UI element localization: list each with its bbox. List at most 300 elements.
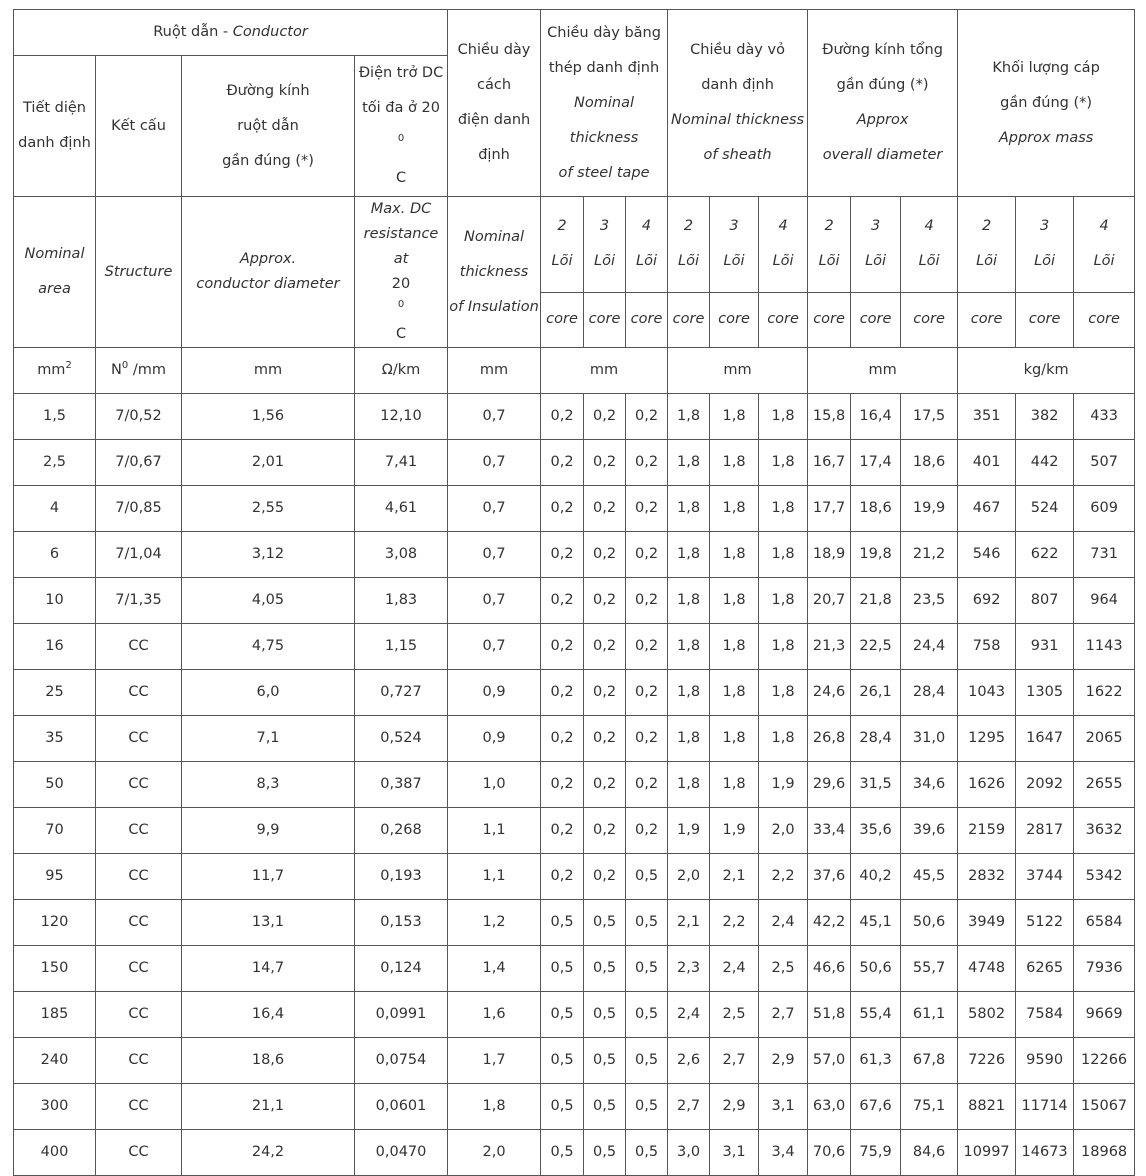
cell-structure: 7/0,67: [96, 440, 182, 486]
cell-structure: CC: [96, 1130, 182, 1176]
insulation-en-line: of Insulation: [449, 298, 539, 315]
cell-sheath-4: 2,4: [759, 900, 808, 946]
unit-structure-pre: N: [111, 362, 122, 378]
cell-diameter: 11,7: [182, 854, 355, 900]
loi-label: Lõi: [636, 253, 658, 270]
cell-overall-3: 17,4: [851, 440, 901, 486]
cell-mass-2: 5802: [958, 992, 1016, 1038]
loi-label: Lõi: [1034, 253, 1056, 270]
core-label: core: [1074, 292, 1135, 347]
cell-steel-4: 0,2: [626, 532, 668, 578]
cell-overall-3: 45,1: [851, 900, 901, 946]
table-row: [14, 946, 1135, 992]
diameter-header-en: [182, 197, 355, 348]
diameter-vi-line: ruột dẫn: [237, 117, 299, 134]
cell-mass-4: 7936: [1074, 946, 1135, 992]
cell-overall-2: 20,7: [808, 578, 851, 624]
resistance-en-line: [355, 272, 447, 347]
cell-overall-2: 21,3: [808, 624, 851, 670]
cell-steel-3: 0,2: [584, 394, 626, 440]
cell-structure: CC: [96, 992, 182, 1038]
cell-overall-3: 35,6: [851, 808, 901, 854]
cell-structure: 7/0,85: [96, 486, 182, 532]
cell-steel-3: 0,5: [584, 946, 626, 992]
insulation-vi-line: cách: [477, 77, 512, 93]
unit-diameter: mm: [182, 348, 355, 394]
cell-steel-4: 0,2: [626, 624, 668, 670]
cell-insulation: 1,4: [448, 946, 541, 992]
cell-overall-4: 21,2: [901, 532, 958, 578]
cell-diameter: 4,75: [182, 624, 355, 670]
cell-structure: CC: [96, 716, 182, 762]
cell-overall-2: 29,6: [808, 762, 851, 808]
cell-sheath-4: 1,9: [759, 762, 808, 808]
cell-resistance: 12,10: [355, 394, 448, 440]
steel-en-line: Nominal thickness: [569, 94, 639, 146]
cell-steel-4: 0,5: [626, 1038, 668, 1084]
cell-area: 400: [14, 1130, 96, 1176]
core-count: 2: [557, 218, 567, 235]
cell-insulation: 0,7: [448, 624, 541, 670]
cell-overall-3: 21,8: [851, 578, 901, 624]
cell-structure: CC: [96, 900, 182, 946]
cell-sheath-4: 1,8: [759, 578, 808, 624]
cell-overall-3: 75,9: [851, 1130, 901, 1176]
cell-overall-3: 18,6: [851, 486, 901, 532]
cell-area: 50: [14, 762, 96, 808]
sheath-en-line: Nominal thickness: [671, 112, 805, 128]
area-en-line: Nominal: [24, 246, 85, 262]
cell-mass-3: 9590: [1016, 1038, 1074, 1084]
cell-diameter: 18,6: [182, 1038, 355, 1084]
loi-label: Lõi: [865, 253, 887, 270]
cell-insulation: 0,7: [448, 486, 541, 532]
area-vi-line: danh định: [18, 135, 91, 151]
table-row: [14, 992, 1135, 1038]
unit-area-sup: 2: [65, 360, 72, 372]
conductor-group-header: [14, 10, 448, 56]
cell-structure: CC: [96, 670, 182, 716]
core-label: core: [901, 292, 958, 347]
cell-insulation: 2,0: [448, 1130, 541, 1176]
steel-vi-line: Chiều dày băng: [547, 24, 661, 41]
cell-diameter: 2,01: [182, 440, 355, 486]
cell-mass-2: 1295: [958, 716, 1016, 762]
cell-overall-3: 50,6: [851, 946, 901, 992]
cell-mass-2: 758: [958, 624, 1016, 670]
cell-sheath-3: 2,5: [710, 992, 759, 1038]
loi-label: Lõi: [1093, 253, 1115, 270]
cell-steel-2: 0,2: [541, 394, 584, 440]
cell-insulation: 1,8: [448, 1084, 541, 1130]
cell-overall-2: 57,0: [808, 1038, 851, 1084]
insulation-header-vi: [448, 10, 541, 197]
cell-sheath-4: 3,1: [759, 1084, 808, 1130]
cell-resistance: 0,727: [355, 670, 448, 716]
core-count: 3: [870, 218, 881, 235]
unit-resistance: Ω/km: [355, 348, 448, 394]
cell-resistance: 0,0754: [355, 1038, 448, 1084]
cell-area: 150: [14, 946, 96, 992]
cell-sheath-3: 1,8: [710, 716, 759, 762]
cell-steel-2: 0,2: [541, 854, 584, 900]
sheath-header: [668, 10, 808, 197]
cell-resistance: 7,41: [355, 440, 448, 486]
cell-steel-3: 0,5: [584, 992, 626, 1038]
cell-steel-3: 0,2: [584, 716, 626, 762]
cell-sheath-4: 2,5: [759, 946, 808, 992]
resistance-vi-pre: tối đa ở 20: [362, 100, 440, 116]
mass-4-core-header: [1074, 197, 1135, 293]
insulation-vi-line: điện danh: [457, 112, 531, 128]
cell-insulation: 0,9: [448, 716, 541, 762]
cell-sheath-2: 1,8: [668, 624, 710, 670]
cell-area: 70: [14, 808, 96, 854]
cell-diameter: 7,1: [182, 716, 355, 762]
cell-resistance: 0,193: [355, 854, 448, 900]
area-en-line: area: [38, 281, 71, 297]
overall-4-core-header: [901, 197, 958, 293]
cell-mass-3: 1305: [1016, 670, 1074, 716]
mass-3-core-header: [1016, 197, 1074, 293]
cell-sheath-4: 2,0: [759, 808, 808, 854]
cell-steel-2: 0,2: [541, 440, 584, 486]
cell-steel-2: 0,5: [541, 946, 584, 992]
cell-sheath-3: 2,2: [710, 900, 759, 946]
cell-mass-4: 9669: [1074, 992, 1135, 1038]
cell-mass-2: 2832: [958, 854, 1016, 900]
degree-superscript: 0: [397, 299, 405, 311]
cell-mass-2: 546: [958, 532, 1016, 578]
cell-overall-2: 17,7: [808, 486, 851, 532]
cell-structure: 7/1,35: [96, 578, 182, 624]
cell-steel-2: 0,5: [541, 1130, 584, 1176]
resistance-en-pre: 20: [391, 276, 411, 292]
cell-sheath-4: 1,8: [759, 394, 808, 440]
cell-steel-4: 0,5: [626, 946, 668, 992]
cell-overall-4: 84,6: [901, 1130, 958, 1176]
cell-mass-4: 5342: [1074, 854, 1135, 900]
cell-sheath-2: 1,8: [668, 716, 710, 762]
cell-area: 25: [14, 670, 96, 716]
cell-mass-3: 2817: [1016, 808, 1074, 854]
cell-mass-3: 442: [1016, 440, 1074, 486]
cell-overall-4: 28,4: [901, 670, 958, 716]
unit-area: [14, 348, 96, 394]
cell-area: 4: [14, 486, 96, 532]
table-row: [14, 900, 1135, 946]
cell-resistance: 0,0470: [355, 1130, 448, 1176]
cell-mass-2: 4748: [958, 946, 1016, 992]
core-label: core: [958, 292, 1016, 347]
cell-overall-2: 42,2: [808, 900, 851, 946]
cell-diameter: 9,9: [182, 808, 355, 854]
loi-label: Lõi: [772, 253, 794, 270]
cell-sheath-3: 1,8: [710, 532, 759, 578]
core-label: core: [584, 292, 626, 347]
cell-steel-4: 0,2: [626, 716, 668, 762]
cell-mass-3: 14673: [1016, 1130, 1074, 1176]
cell-resistance: 0,524: [355, 716, 448, 762]
cell-structure: CC: [96, 762, 182, 808]
cell-structure: 7/0,52: [96, 394, 182, 440]
cell-steel-4: 0,2: [626, 394, 668, 440]
insulation-en-line: thickness: [459, 263, 529, 280]
cell-resistance: 0,0601: [355, 1084, 448, 1130]
cell-insulation: 1,1: [448, 854, 541, 900]
cell-mass-3: 6265: [1016, 946, 1074, 992]
cell-overall-2: 33,4: [808, 808, 851, 854]
cell-sheath-2: 2,3: [668, 946, 710, 992]
cell-area: 1,5: [14, 394, 96, 440]
overall-en-line: Approx: [856, 112, 909, 128]
cell-sheath-2: 2,6: [668, 1038, 710, 1084]
conductor-en: Conductor: [232, 24, 308, 40]
core-count: 4: [1099, 218, 1109, 235]
cell-sheath-3: 1,8: [710, 440, 759, 486]
cell-steel-3: 0,2: [584, 762, 626, 808]
cell-diameter: 8,3: [182, 762, 355, 808]
cell-overall-4: 67,8: [901, 1038, 958, 1084]
resistance-header-vi: [355, 56, 448, 197]
sheath-en-line: of sheath: [703, 147, 772, 163]
cell-overall-3: 22,5: [851, 624, 901, 670]
cell-area: 2,5: [14, 440, 96, 486]
cell-resistance: 0,387: [355, 762, 448, 808]
core-label: core: [541, 292, 584, 347]
cell-area: 95: [14, 854, 96, 900]
cell-steel-2: 0,2: [541, 624, 584, 670]
loi-label: Lõi: [818, 253, 840, 270]
table-row: [14, 1084, 1135, 1130]
cell-sheath-3: 2,9: [710, 1084, 759, 1130]
insulation-header-en: [448, 197, 541, 348]
cell-sheath-3: 2,7: [710, 1038, 759, 1084]
table-row: [14, 716, 1135, 762]
cell-sheath-4: 1,8: [759, 440, 808, 486]
loi-label: Lõi: [976, 253, 998, 270]
steel-3-core-header: [584, 197, 626, 293]
structure-header-en: Structure: [96, 197, 182, 348]
area-header-en: [14, 197, 96, 348]
cell-steel-3: 0,2: [584, 440, 626, 486]
cell-steel-4: 0,5: [626, 992, 668, 1038]
cell-overall-2: 63,0: [808, 1084, 851, 1130]
core-label: core: [626, 292, 668, 347]
cell-steel-3: 0,2: [584, 808, 626, 854]
core-label: core: [808, 292, 851, 347]
cell-sheath-3: 1,8: [710, 578, 759, 624]
cell-mass-4: 433: [1074, 394, 1135, 440]
cell-diameter: 14,7: [182, 946, 355, 992]
cell-resistance: 0,153: [355, 900, 448, 946]
cell-mass-3: 524: [1016, 486, 1074, 532]
cell-overall-3: 19,8: [851, 532, 901, 578]
cell-mass-3: 1647: [1016, 716, 1074, 762]
cell-overall-4: 61,1: [901, 992, 958, 1038]
cell-mass-4: 507: [1074, 440, 1135, 486]
unit-structure-post: /mm: [128, 362, 166, 378]
cell-sheath-2: 3,0: [668, 1130, 710, 1176]
cell-sheath-2: 2,1: [668, 900, 710, 946]
cell-overall-3: 31,5: [851, 762, 901, 808]
cell-mass-2: 3949: [958, 900, 1016, 946]
cell-steel-4: 0,5: [626, 854, 668, 900]
cell-steel-2: 0,5: [541, 900, 584, 946]
cell-steel-3: 0,2: [584, 854, 626, 900]
cell-diameter: 24,2: [182, 1130, 355, 1176]
cell-steel-3: 0,2: [584, 486, 626, 532]
cell-sheath-3: 1,8: [710, 486, 759, 532]
cell-mass-2: 2159: [958, 808, 1016, 854]
cell-steel-2: 0,5: [541, 1038, 584, 1084]
cell-steel-3: 0,2: [584, 578, 626, 624]
unit-sheath: mm: [668, 348, 808, 394]
cell-mass-3: 931: [1016, 624, 1074, 670]
cell-overall-4: 55,7: [901, 946, 958, 992]
cell-steel-3: 0,5: [584, 1084, 626, 1130]
table-row: [14, 762, 1135, 808]
cell-steel-3: 0,5: [584, 1130, 626, 1176]
resistance-en-post: C: [395, 326, 407, 342]
degree-superscript: 0: [397, 133, 405, 145]
unit-structure-sup: 0: [121, 360, 129, 372]
core-label: core: [668, 292, 710, 347]
cell-steel-2: 0,2: [541, 670, 584, 716]
cell-diameter: 4,05: [182, 578, 355, 624]
sheath-2-core-header: [668, 197, 710, 293]
core-count: 3: [599, 218, 610, 235]
cell-insulation: 1,2: [448, 900, 541, 946]
cell-area: 300: [14, 1084, 96, 1130]
table-row: [14, 670, 1135, 716]
cell-mass-3: 622: [1016, 532, 1074, 578]
cell-overall-3: 55,4: [851, 992, 901, 1038]
steel-2-core-header: [541, 197, 584, 293]
core-count: 2: [683, 218, 694, 235]
cell-steel-2: 0,2: [541, 716, 584, 762]
mass-vi-line: Khối lượng cáp: [992, 59, 1100, 76]
cell-sheath-2: 2,4: [668, 992, 710, 1038]
cell-mass-4: 15067: [1074, 1084, 1135, 1130]
cell-mass-2: 1626: [958, 762, 1016, 808]
cell-overall-3: 61,3: [851, 1038, 901, 1084]
cell-mass-2: 10997: [958, 1130, 1016, 1176]
resistance-vi-post: C: [395, 170, 407, 186]
cell-sheath-4: 1,8: [759, 532, 808, 578]
cell-steel-4: 0,2: [626, 762, 668, 808]
cell-mass-4: 18968: [1074, 1130, 1135, 1176]
diameter-vi-line: gần đúng (*): [222, 152, 314, 169]
cell-mass-4: 609: [1074, 486, 1135, 532]
core-count: 4: [924, 218, 934, 235]
cell-steel-2: 0,5: [541, 1084, 584, 1130]
cell-steel-3: 0,5: [584, 1038, 626, 1084]
cell-sheath-4: 2,7: [759, 992, 808, 1038]
resistance-en-line: Max. DC: [370, 201, 432, 217]
cell-mass-3: 807: [1016, 578, 1074, 624]
steel-tape-header: [541, 10, 668, 197]
sheath-vi-line: Chiều dày vỏ: [690, 42, 785, 58]
cell-insulation: 0,7: [448, 578, 541, 624]
cell-resistance: 0,268: [355, 808, 448, 854]
cell-steel-4: 0,5: [626, 900, 668, 946]
cell-overall-4: 31,0: [901, 716, 958, 762]
cell-insulation: 1,0: [448, 762, 541, 808]
cell-sheath-4: 1,8: [759, 670, 808, 716]
cell-steel-4: 0,5: [626, 1130, 668, 1176]
overall-en-line: overall diameter: [822, 147, 943, 163]
cell-mass-4: 731: [1074, 532, 1135, 578]
table-body: [14, 394, 1135, 1176]
cell-sheath-4: 3,4: [759, 1130, 808, 1176]
cell-sheath-4: 2,9: [759, 1038, 808, 1084]
cell-steel-4: 0,2: [626, 670, 668, 716]
core-count: 2: [981, 218, 992, 235]
cell-overall-2: 15,8: [808, 394, 851, 440]
cell-overall-2: 18,9: [808, 532, 851, 578]
cell-overall-4: 39,6: [901, 808, 958, 854]
core-count: 3: [1039, 218, 1050, 235]
cell-sheath-2: 1,8: [668, 670, 710, 716]
cell-sheath-2: 2,0: [668, 854, 710, 900]
cell-steel-2: 0,2: [541, 486, 584, 532]
cell-insulation: 1,6: [448, 992, 541, 1038]
cell-area: 10: [14, 578, 96, 624]
cell-steel-3: 0,5: [584, 900, 626, 946]
diameter-en-line: Approx.: [239, 251, 297, 267]
cell-overall-4: 24,4: [901, 624, 958, 670]
table-row: [14, 808, 1135, 854]
cell-overall-3: 28,4: [851, 716, 901, 762]
loi-label: Lõi: [918, 253, 940, 270]
cell-insulation: 0,9: [448, 670, 541, 716]
table-row: [14, 440, 1135, 486]
cell-sheath-3: 1,8: [710, 762, 759, 808]
cell-overall-2: 16,7: [808, 440, 851, 486]
area-header-vi: [14, 56, 96, 197]
cell-structure: CC: [96, 624, 182, 670]
cell-mass-3: 5122: [1016, 900, 1074, 946]
cell-diameter: 16,4: [182, 992, 355, 1038]
diameter-header-vi: [182, 56, 355, 197]
cell-overall-2: 37,6: [808, 854, 851, 900]
cell-sheath-2: 2,7: [668, 1084, 710, 1130]
cell-sheath-3: 1,9: [710, 808, 759, 854]
table-row: [14, 532, 1135, 578]
cell-sheath-4: 1,8: [759, 486, 808, 532]
cell-mass-3: 7584: [1016, 992, 1074, 1038]
steel-4-core-header: [626, 197, 668, 293]
cell-area: 120: [14, 900, 96, 946]
cell-overall-2: 26,8: [808, 716, 851, 762]
cell-mass-2: 7226: [958, 1038, 1016, 1084]
cell-sheath-2: 1,8: [668, 578, 710, 624]
cell-diameter: 13,1: [182, 900, 355, 946]
cell-sheath-3: 1,8: [710, 624, 759, 670]
cell-sheath-2: 1,8: [668, 762, 710, 808]
overall-diameter-header: [808, 10, 958, 197]
cell-steel-2: 0,2: [541, 532, 584, 578]
cell-sheath-2: 1,9: [668, 808, 710, 854]
cell-mass-4: 2065: [1074, 716, 1135, 762]
sheath-4-core-header: [759, 197, 808, 293]
cell-overall-2: 51,8: [808, 992, 851, 1038]
insulation-vi-line: Chiều dày: [457, 42, 531, 58]
table-row: [14, 1038, 1135, 1084]
insulation-en-line: Nominal: [464, 228, 525, 245]
cell-insulation: 1,1: [448, 808, 541, 854]
